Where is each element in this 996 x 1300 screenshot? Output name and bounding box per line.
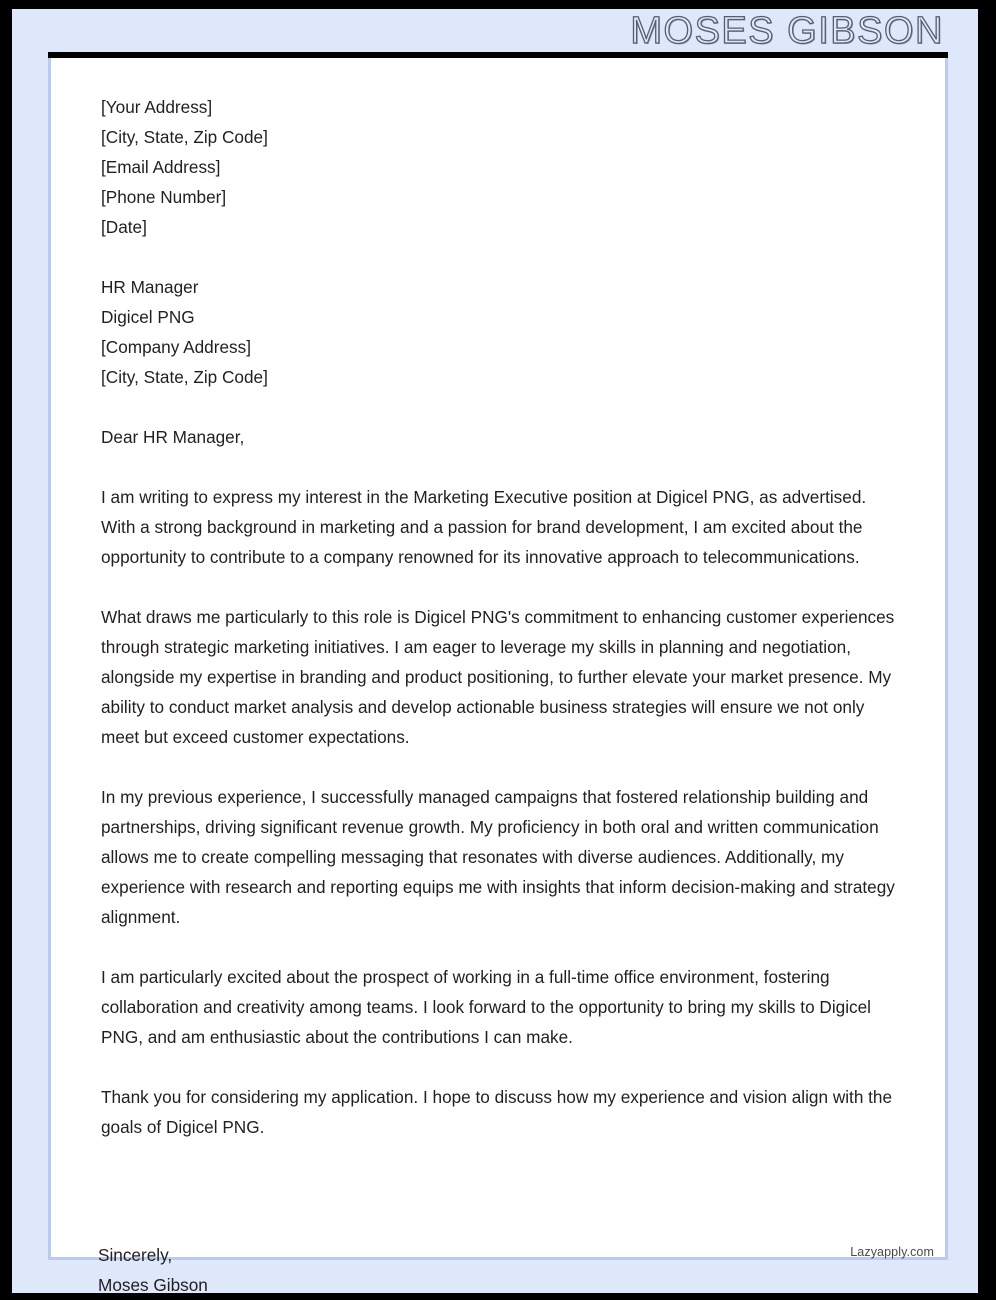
sender-address-block [101,92,901,242]
body-paragraph: I am particularly excited about the prospect of working in a full-time office environment, fostering collaboration and creativity among teams. I look forward to the opportunity to bring my skills to Digicel PNG, and am enthusiastic about the contributions I can make. [101,967,871,1047]
body-paragraph: What draws me particularly to this role is Digicel PNG's commitment to enhancing customer experiences through strategic marketing initiatives. I am eager to leverage my skills in planning and negotiation, alongside my expertise in branding and product positioning, to further elevate your market presence. My ability to conduct market analysis and develop actionable business strategies will ensure we not only meet but exceed customer expectations. [101,607,895,747]
sender-address-line: [Email Address] [101,157,221,177]
letter-body [51,58,945,1142]
signature-name: Moses Gibson [98,1275,208,1295]
body-paragraph: I am writing to express my interest in the Marketing Executive position at Digicel PNG, as advertised. With a strong background in marketing and a passion for brand development, I am excited about the opportunity to contribute to a company renowned for its innovative approach to telecommunications. [101,487,867,567]
sender-date-line: [Date] [101,217,147,237]
valediction: Sincerely, [98,1245,173,1265]
recipient-line: [Company Address] [101,337,251,357]
spacer [101,932,901,962]
recipient-address-block [101,272,901,392]
letter-sheet [48,58,948,1260]
spacer [101,1052,901,1082]
spacer [101,392,901,422]
sender-address-line: [Phone Number] [101,187,227,207]
body-paragraph: Thank you for considering my application. I hope to discuss how my experience and vision align with the goals of Digicel PNG. [101,1087,893,1137]
page-title: MOSES GIBSON [630,10,944,52]
recipient-company: Digicel PNG [101,307,195,327]
spacer [101,242,901,272]
sender-address-line: [City, State, Zip Code] [101,127,268,147]
spacer [101,452,901,482]
closing-block [98,1240,208,1300]
spacer [101,572,901,602]
spacer [101,752,901,782]
recipient-line: [City, State, Zip Code] [101,367,268,387]
letterhead-band [12,9,978,53]
salutation: Dear HR Manager, [101,427,245,447]
body-paragraph: In my previous experience, I successfully managed campaigns that fostered relationship building and partnerships, driving significant revenue growth. My proficiency in both oral and written communication allows me to create compelling messaging that resonates with diverse audiences. Additionally, my experience with research and reporting equips me with insights that inform decision-making and strategy alignment. [101,787,895,927]
watermark: Lazyapply.com [850,1245,934,1259]
sender-address-line: [Your Address] [101,97,213,117]
recipient-line: HR Manager [101,277,199,297]
